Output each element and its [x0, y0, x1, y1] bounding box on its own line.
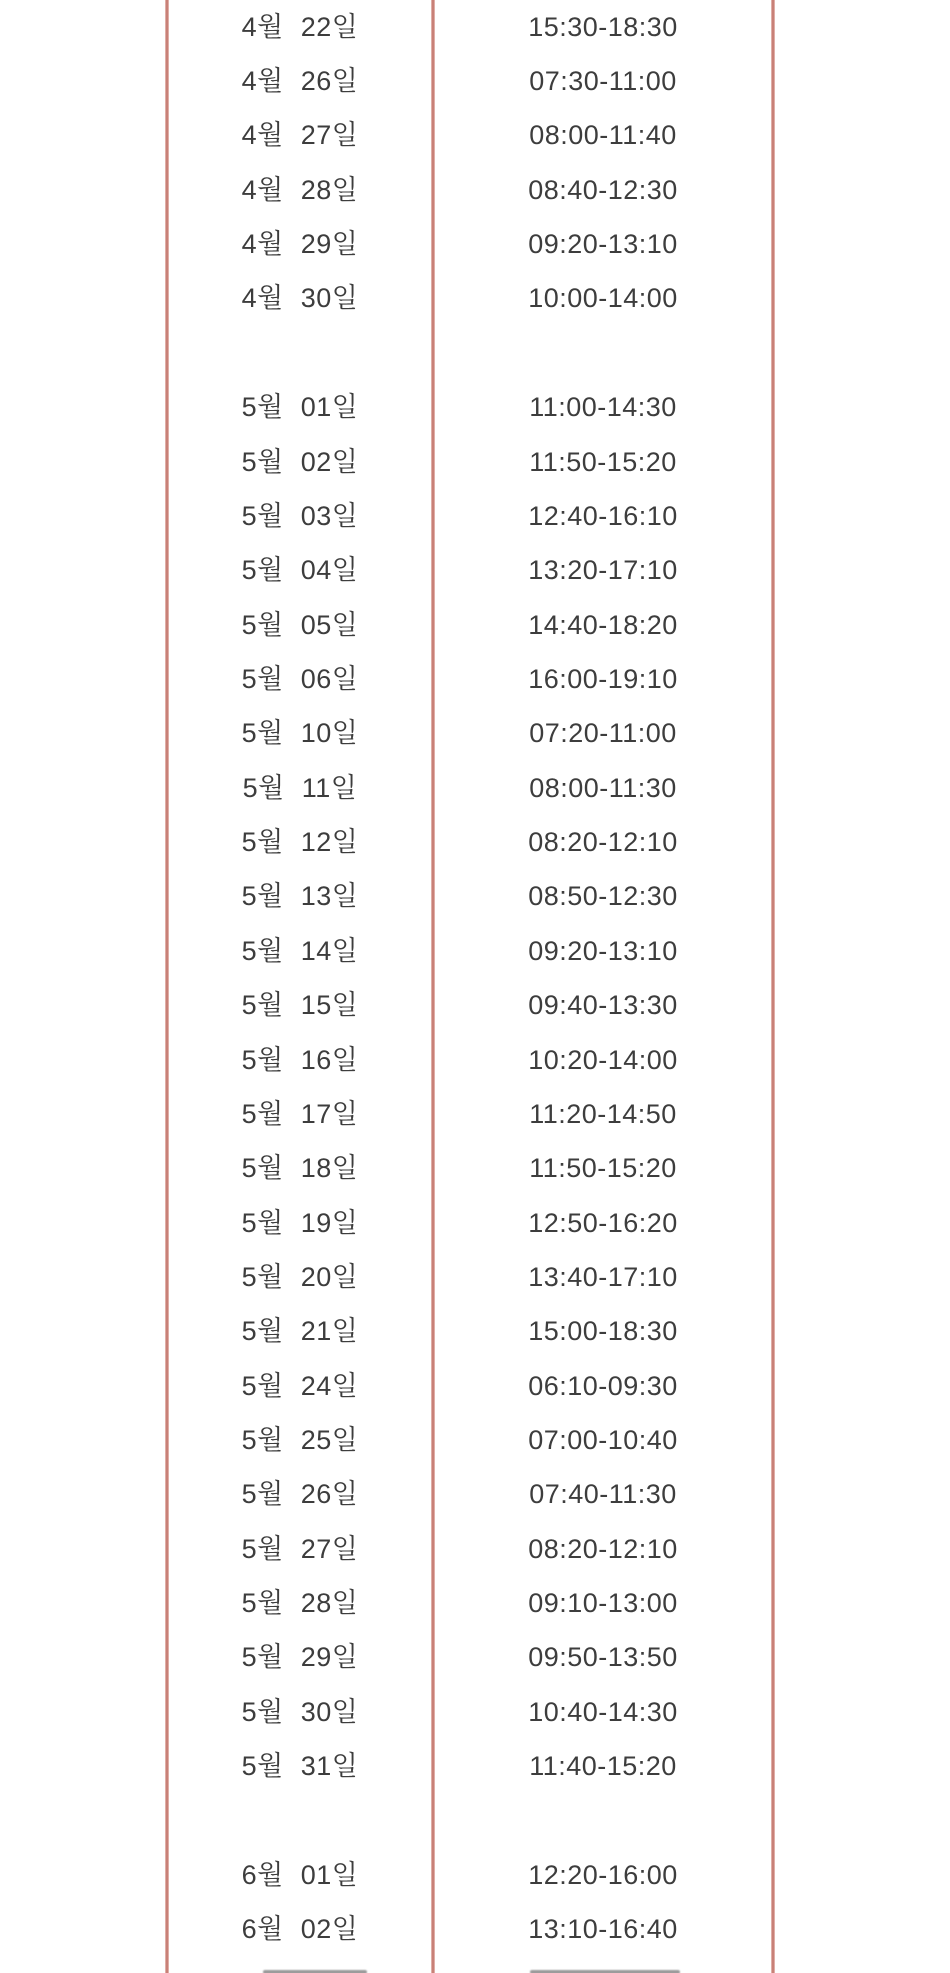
date-cell: 5월 21일 [241, 1316, 359, 1347]
time-cell: 08:00-11:40 [529, 120, 677, 151]
time-cell: 10:20-14:00 [528, 1044, 678, 1075]
date-cell: 5월 13일 [241, 881, 359, 912]
date-cell: 4월 22일 [241, 11, 359, 42]
schedule-row [0, 978, 950, 1032]
time-cell: 09:10-13:00 [528, 1588, 678, 1619]
date-cell: 4월 27일 [241, 120, 359, 151]
cutoff-row-remnant [0, 1957, 950, 1973]
date-cell: 5월 16일 [241, 1044, 359, 1075]
time-cell: 07:40-11:30 [529, 1479, 677, 1510]
date-cell: 5월 11일 [242, 772, 358, 803]
time-cell: 09:40-13:30 [528, 990, 678, 1021]
schedule-row [0, 1848, 950, 1902]
date-cell: 5월 29일 [241, 1642, 359, 1673]
schedule-row [0, 870, 950, 924]
schedule-row [0, 1250, 950, 1304]
schedule-row [0, 761, 950, 815]
date-cell: 5월 28일 [241, 1588, 359, 1619]
date-cell: 6월 02일 [241, 1914, 359, 1945]
time-cell: 12:50-16:20 [528, 1207, 678, 1238]
time-cell: 11:50-15:20 [529, 1153, 677, 1184]
date-cell: 5월 03일 [241, 500, 359, 531]
date-cell: 5월 30일 [241, 1696, 359, 1727]
time-cell: 16:00-19:10 [528, 663, 678, 694]
schedule-row [0, 1305, 950, 1359]
section-spacer [0, 326, 950, 380]
schedule-row [0, 815, 950, 869]
date-cell: 5월 25일 [241, 1425, 359, 1456]
date-cell: 4월 28일 [241, 174, 359, 205]
section-spacer [0, 1794, 950, 1848]
time-cell: 07:20-11:00 [529, 718, 677, 749]
date-cell: 5월 15일 [241, 990, 359, 1021]
date-cell: 4월 26일 [241, 66, 359, 97]
schedule-row [0, 1685, 950, 1739]
time-cell: 15:30-18:30 [528, 11, 678, 42]
schedule-row [0, 1087, 950, 1141]
time-cell: 08:20-12:10 [528, 827, 678, 858]
time-cell: 14:40-18:20 [528, 609, 678, 640]
time-cell: 08:50-12:30 [528, 881, 678, 912]
time-cell: 11:20-14:50 [529, 1098, 677, 1129]
date-cell: 6월 01일 [241, 1859, 359, 1890]
date-cell: 5월 06일 [241, 663, 359, 694]
time-cell: 08:00-11:30 [529, 772, 677, 803]
schedule-row [0, 924, 950, 978]
time-cell: 09:20-13:10 [528, 229, 678, 260]
date-cell: 5월 26일 [241, 1479, 359, 1510]
schedule-row [0, 1522, 950, 1576]
date-cell: 5월 05일 [241, 609, 359, 640]
schedule-row [0, 544, 950, 598]
schedule-row [0, 163, 950, 217]
date-cell: 5월 12일 [241, 827, 359, 858]
date-cell: 5월 20일 [241, 1261, 359, 1292]
date-cell: 5월 02일 [241, 446, 359, 477]
time-cell: 12:20-16:00 [528, 1859, 678, 1890]
time-cell: 08:20-12:10 [528, 1533, 678, 1564]
time-cell: 13:10-16:40 [528, 1914, 678, 1945]
time-cell: 13:20-17:10 [528, 555, 678, 586]
time-cell: 10:40-14:30 [528, 1696, 678, 1727]
date-cell: 4월 30일 [241, 283, 359, 314]
schedule-row [0, 0, 950, 54]
schedule-row [0, 435, 950, 489]
schedule-row [0, 1631, 950, 1685]
time-cell: 09:50-13:50 [528, 1642, 678, 1673]
date-cell: 5월 01일 [241, 392, 359, 423]
date-cell: 5월 24일 [241, 1370, 359, 1401]
date-cell: 5월 27일 [241, 1533, 359, 1564]
schedule-row [0, 272, 950, 326]
schedule-row [0, 1903, 950, 1957]
date-cell: 5월 04일 [241, 555, 359, 586]
time-cell: 08:40-12:30 [528, 174, 678, 205]
date-cell: 4월 29일 [241, 229, 359, 260]
schedule-row [0, 652, 950, 706]
schedule-row [0, 598, 950, 652]
schedule-row [0, 217, 950, 271]
date-cell: 5월 17일 [241, 1098, 359, 1129]
schedule-row [0, 1413, 950, 1467]
time-cell: 06:10-09:30 [528, 1370, 678, 1401]
date-cell: 5월 18일 [241, 1153, 359, 1184]
time-cell: 15:00-18:30 [528, 1316, 678, 1347]
schedule-row [0, 1142, 950, 1196]
schedule-row [0, 54, 950, 108]
time-cell: 09:20-13:10 [528, 935, 678, 966]
schedule-row [0, 381, 950, 435]
time-cell: 07:30-11:00 [529, 66, 677, 97]
time-cell: 11:00-14:30 [529, 392, 677, 423]
schedule-row [0, 707, 950, 761]
date-cell: 5월 19일 [241, 1207, 359, 1238]
schedule-row [0, 1740, 950, 1794]
time-cell: 10:00-14:00 [528, 283, 678, 314]
time-cell: 07:00-10:40 [528, 1425, 678, 1456]
date-cell: 5월 31일 [241, 1751, 359, 1782]
schedule-row [0, 1196, 950, 1250]
schedule-row [0, 1576, 950, 1630]
date-cell: 5월 14일 [241, 935, 359, 966]
schedule-row [0, 1359, 950, 1413]
schedule-row [0, 109, 950, 163]
schedule-row [0, 1033, 950, 1087]
time-cell: 11:50-15:20 [529, 446, 677, 477]
date-cell: 5월 10일 [241, 718, 359, 749]
time-cell: 12:40-16:10 [528, 500, 678, 531]
schedule-row [0, 489, 950, 543]
schedule-row [0, 1468, 950, 1522]
time-cell: 11:40-15:20 [529, 1751, 677, 1782]
time-cell: 13:40-17:10 [528, 1261, 678, 1292]
